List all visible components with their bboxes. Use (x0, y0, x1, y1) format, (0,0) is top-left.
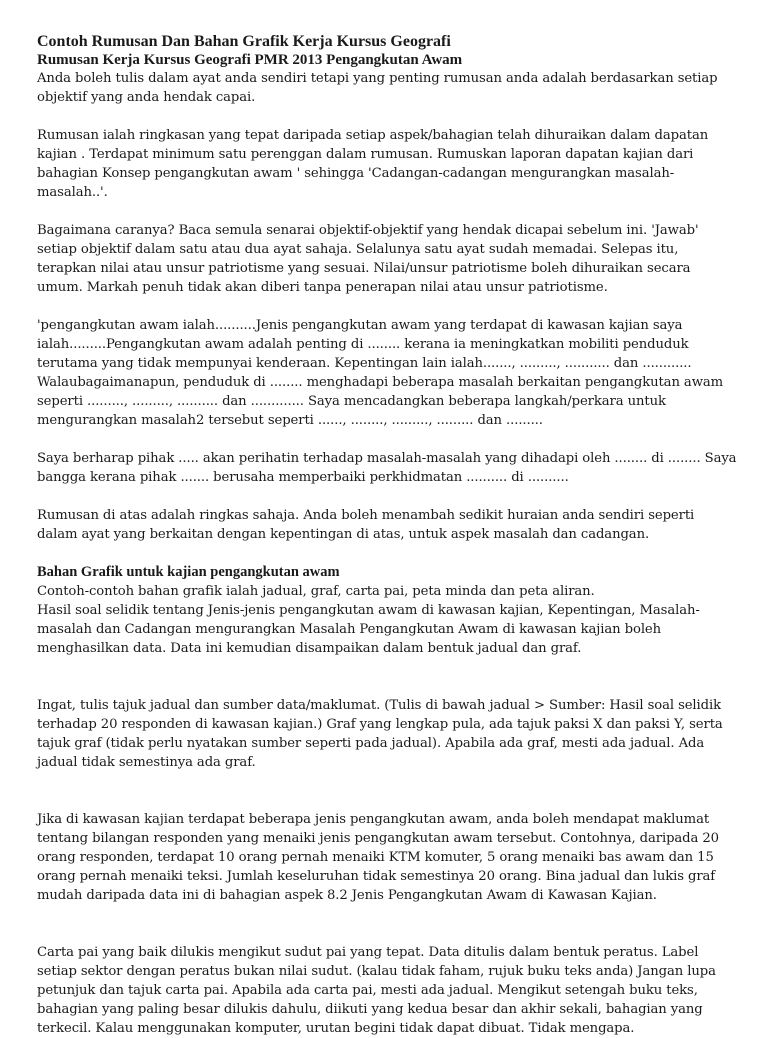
section-heading: Bahan Grafik untuk kajian pengangkutan awam (37, 564, 340, 580)
paragraph-intro: Anda boleh tulis dalam ayat anda sendiri tetapi yang penting rumusan anda adalah berdasarkan setiap objektif yang anda hendak capai. (37, 71, 718, 105)
paragraph-template: 'pengangkutan awam ialah..........Jenis pengangkutan awam yang terdapat di kawasan kajian saya ialah.........Pengangkutan awam adalah penting di ........ kerana ia meningkatkan mobiliti penduduk terutama yang tidak mempunyai kenderaan. Kepentingan lain ialah......., ........., ........... dan ............ Walaubagaimanapun, penduduk di ........ menghadapi beberapa masalah berkaitan pengangkutan awam seperti ........., ........., .......... dan ............. Saya mencadangkan beberapa langkah/perkara untuk mengurangkan masalah2 tersebut seperti ......, ........, ........., ......... dan ......... (37, 318, 724, 428)
paragraph-note: Rumusan di atas adalah ringkas sahaja. Anda boleh menambah sedikit huraian anda sendiri seperti dalam ayat yang berkaitan dengan kepentingan di atas, untuk aspek masalah dan cadangan. (37, 508, 695, 542)
paragraph-hope: Saya berharap pihak ..... akan perihatin terhadap masalah-masalah yang dihadapi oleh ........ di ........ Saya bangga kerana pihak ....... berusaha memperbaiki perkhidmatan .......... di .......... (37, 451, 737, 485)
document-title: Contoh Rumusan Dan Bahan Grafik Kerja Kursus Geografi (37, 33, 451, 50)
paragraph-remember: Ingat, tulis tajuk jadual dan sumber data/maklumat. (Tulis di bawah jadual > Sumber: Hasil soal selidik terhadap 20 responden di kawasan kajian.) Graf yang lengkap pula, ada tajuk paksi X dan paksi Y, serta tajuk graf (tidak perlu nyatakan sumber seperti pada jadual). Apabila ada graf, mesti ada jadual. Ada jadual tidak semestinya ada graf. (37, 698, 723, 770)
paragraph-examples: Contoh-contoh bahan grafik ialah jadual, graf, carta pai, peta minda dan peta aliran. (37, 584, 595, 599)
paragraph-example-data: Jika di kawasan kajian terdapat beberapa jenis pengangkutan awam, anda boleh mendapat maklumat tentang bilangan responden yang menaiki jenis pengangkutan awam tersebut. Contohnya, daripada 20 orang responden, terdapat 10 orang pernah menaiki KTM komuter, 5 orang menaiki bas awam dan 15 orang pernah menaiki teksi. Jumlah keseluruhan tidak semestinya 20 orang. Bina jadual dan lukis graf mudah daripada data ini di bahagian aspek 8.2 Jenis Pengangkutan Awam di Kawasan Kajian. (37, 812, 719, 903)
paragraph-survey: Hasil soal selidik tentang Jenis-jenis pengangkutan awam di kawasan kajian, Kepentingan, Masalah-masalah dan Cadangan mengurangkan Masalah Pengangkutan Awam di kawasan kajian boleh menghasilkan data. Data ini kemudian disampaikan dalam bentuk jadual dan graf. (37, 603, 700, 656)
paragraph-method: Bagaimana caranya? Baca semula senarai objektif-objektif yang hendak dicapai sebelum ini. 'Jawab' setiap objektif dalam satu atau dua ayat sahaja. Selalunya satu ayat sudah memadai. Selepas itu, terapkan nilai atau unsur patriotisme yang sesuai. Nilai/unsur patriotisme boleh dihuraikan secara umum. Markah penuh tidak akan diberi tanpa penerapan nilai atau unsur patriotisme. (37, 223, 699, 295)
document-subtitle: Rumusan Kerja Kursus Geografi PMR 2013 Pengangkutan Awam (37, 52, 463, 68)
paragraph-definition: Rumusan ialah ringkasan yang tepat daripada setiap aspek/bahagian telah dihuraikan dalam dapatan kajian . Terdapat minimum satu perenggan dalam rumusan. Rumuskan laporan dapatan kajian dari bahagian Konsep pengangkutan awam ' sehingga 'Cadangan-cadangan mengurangkan masalah-masalah..'. (37, 128, 709, 200)
paragraph-pie-chart: Carta pai yang baik dilukis mengikut sudut pai yang tepat. Data ditulis dalam bentuk peratus. Label setiap sektor dengan peratus bukan nilai sudut. (kalau tidak faham, rujuk buku teks anda) Jangan lupa petunjuk dan tajuk carta pai. Apabila ada carta pai, mesti ada jadual. Mengikut setengah buku teks, bahagian yang paling besar dilukis dahulu, diikuti yang kedua besar dan akhir sekali, bahagian yang terkecil. Kalau menggunakan komputer, urutan begini tidak dapat dibuat. Tidak mengapa. (37, 945, 716, 1036)
